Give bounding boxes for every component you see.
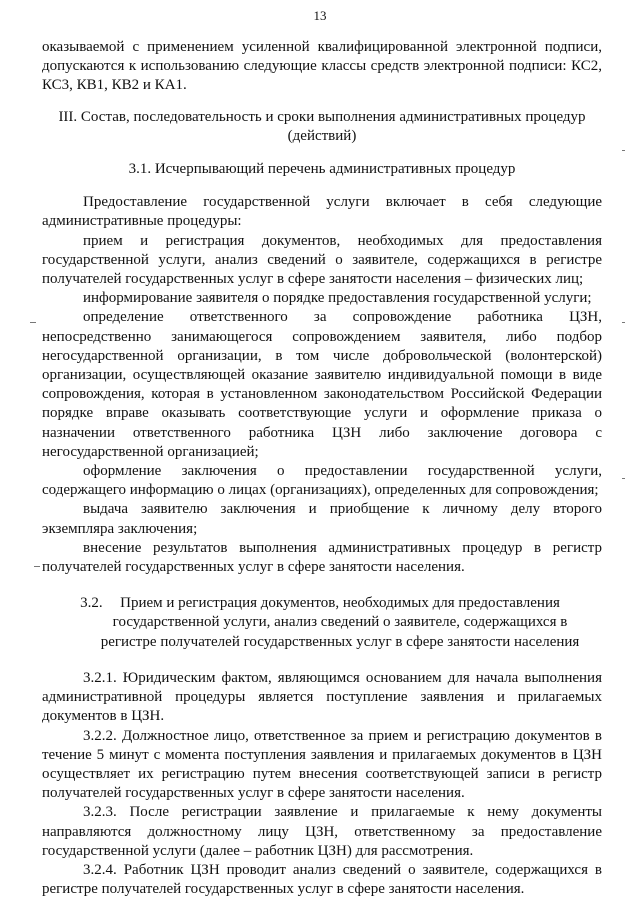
procedure-item: информирование заявителя о порядке предоставления государственной услуги; (83, 290, 592, 307)
lead-paragraph: Предоставление государственной услуги включает в себя следующие административные процедуры: (42, 194, 602, 230)
intro-paragraph: оказываемой с применением усиленной квалифицированной электронной подписи, допускаются к использованию следующие классы средств электронной подписи: КС2, КС3, КВ1, КВ2 и КА1. (42, 39, 602, 94)
section-title (42, 108, 602, 146)
document-body (42, 38, 602, 899)
subsection-title: 3.1. Исчерпывающий перечень административных процедур (128, 161, 516, 178)
subsection-heading-line: государственной услуги, анализ сведений о заявителе, содержащихся в (112, 614, 568, 631)
procedure-item: прием и регистрация документов, необходимых для предоставления государственной услуги, анализ сведений о заявителе, содержащихся в регистре получателей государственных услуг в сфере занятости населения – физических лиц; (42, 232, 602, 288)
procedure-item: определение ответственного за сопровождение работника ЦЗН, непосредственно занимающегося сопровождением заявителя, либо подбор негосударственной организации, в том числе добровольческой (волонтерской) организации, осуществляющей оказание заявителю индивидуальной помощи в виде сопровождения, которая в установленном законодательством Российской Федерации порядке вправе оказывать соответствующие услуги и оформление приказа о назначении ответственного работника ЦЗН либо заключение договора с негосударственной организацией; (42, 309, 602, 460)
clause-paragraph: 3.2.1. Юридическим фактом, являющимся основанием для начала выполнения административной процедуры является поступление заявления и прилагаемых документов в ЦЗН. (42, 669, 602, 725)
procedure-item: выдача заявителю заключения и приобщение к личному делу второго экземпляра заключения; (42, 501, 602, 537)
page-number: 13 (313, 8, 327, 23)
scan-mark (622, 150, 625, 151)
scan-mark (622, 478, 625, 479)
procedure-item: оформление заключения о предоставлении государственной услуги, содержащего информацию о лицах (организациях), определенных для сопровождения; (42, 463, 602, 499)
clause-paragraph: 3.2.3. После регистрации заявление и прилагаемые к нему документы направляются должностному лицу ЦЗН, ответственному за предоставление государственной услуги (далее – работник ЦЗН) для рассмотрения. (42, 804, 602, 859)
clause-paragraph: 3.2.4. Работник ЦЗН проводит анализ сведений о заявителе, содержащихся в регистре получателей государственных услуг в сфере занятости населения. (42, 861, 602, 898)
scan-mark (622, 322, 625, 323)
subsection-heading (42, 594, 602, 652)
subsection-heading-line: регистре получателей государственных услуг в сфере занятости населения (100, 633, 580, 650)
scan-mark (34, 566, 40, 567)
section-title-line: (действий) (287, 127, 357, 144)
subsection-number: 3.2. (80, 595, 103, 612)
clause-paragraph: 3.2.2. Должностное лицо, ответственное за прием и регистрацию документов в течение 5 минут с момента поступления заявления и прилагаемых документов в ЦЗН осуществляет их регистрацию путем внесения соответствующей записи в регистр получателей государственных услуг в сфере занятости населения. (42, 727, 602, 802)
section-title-line: III. Состав, последовательность и сроки выполнения административных процедур (58, 108, 586, 125)
scan-mark (30, 322, 36, 323)
subsection-heading-line: Прием и регистрация документов, необходимых для предоставления (120, 595, 560, 612)
procedure-item: внесение результатов выполнения административных процедур в регистр получателей государственных услуг в сфере занятости населения. (42, 539, 602, 576)
